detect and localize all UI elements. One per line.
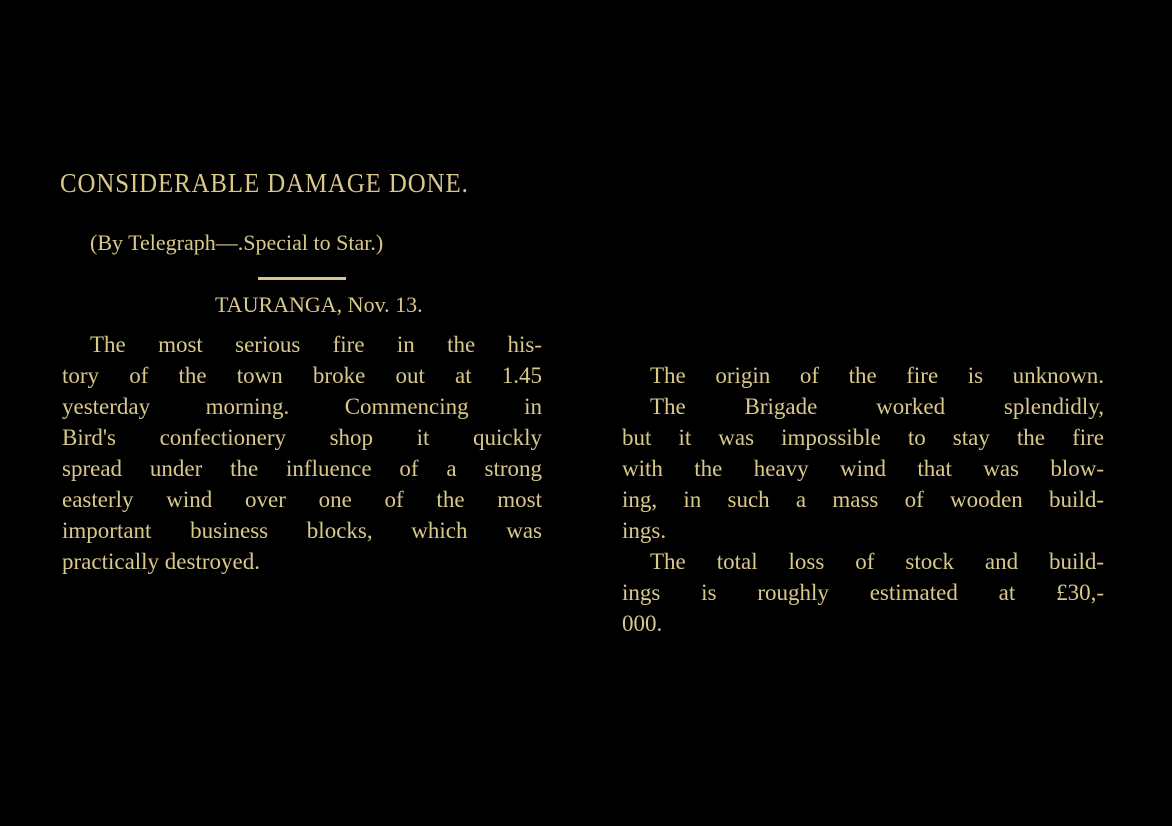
paragraph-line: The Brigade worked splendidly,: [650, 394, 1104, 419]
paragraph-line: 000.: [622, 611, 663, 636]
paragraph-line: ings.: [622, 518, 667, 543]
paragraph-line: practically destroyed.: [62, 549, 260, 574]
article-byline: (By Telegraph—.Special to Star.): [90, 230, 384, 255]
article-dateline: TAURANGA, Nov. 13.: [215, 292, 423, 317]
paragraph-line: yesterday morning. Commencing in: [62, 394, 542, 419]
paragraph-line: important business blocks, which was: [62, 518, 542, 543]
right-column: [622, 360, 1104, 639]
paragraph-line: The most serious fire in the his-: [90, 332, 542, 357]
headline-rule: [258, 277, 346, 280]
paragraph-line: with the heavy wind that was blow-: [622, 456, 1104, 481]
paragraph-line: The total loss of stock and build-: [650, 549, 1104, 574]
paragraph-line: easterly wind over one of the most: [62, 487, 542, 512]
paragraph-line: ings is roughly estimated at £30,-: [622, 580, 1104, 605]
paragraph-line: The origin of the fire is unknown.: [650, 363, 1104, 388]
paragraph-line: Bird's confectionery shop it quickly: [62, 425, 542, 450]
paragraph-line: spread under the influence of a strong: [62, 456, 542, 481]
paragraph-line: but it was impossible to stay the fire: [622, 425, 1104, 450]
paragraph-line: ing, in such a mass of wooden build-: [622, 487, 1104, 512]
left-column: [62, 329, 542, 577]
paragraph-line: tory of the town broke out at 1.45: [62, 363, 542, 388]
article-headline: CONSIDERABLE DAMAGE DONE.: [60, 168, 469, 198]
